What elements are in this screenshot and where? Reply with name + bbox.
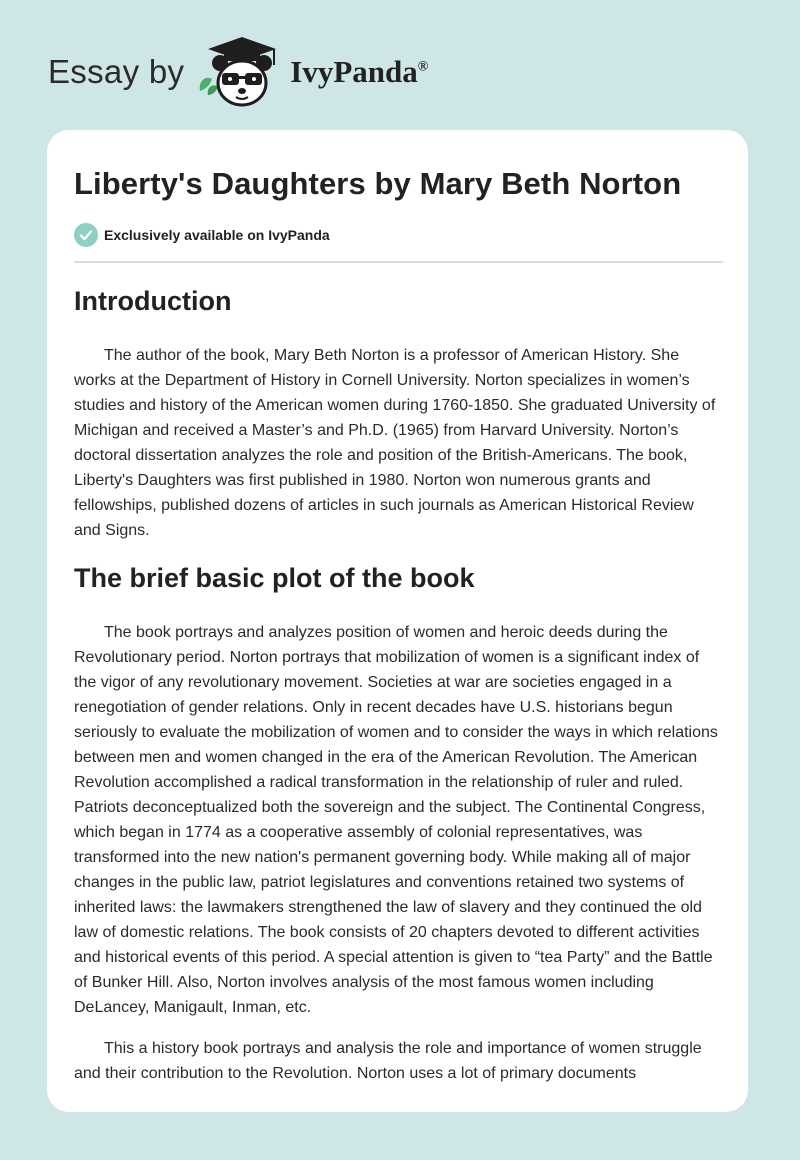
panda-logo-icon: [196, 35, 288, 109]
exclusive-badge: [74, 222, 330, 248]
section-heading-introduction: Introduction: [74, 286, 232, 316]
paragraph: The book portrays and analyzes position of women and heroic deeds during the Revolutionary period. Norton portrays that mobilization of women is a significant index of the vigor of any revolutionary movement. Societies at war are societies engaged in a renegotiation of gender relations. Only in recent decades have U.S. historians begun seriously to evaluate the mobilization of women and to consider the ways in which relations between men and women changed in the era of the American Revolution. The American Revolution accomplished a radical transformation in the relationship of ruler and ruled. Patriots deconceptualized both the sovereign and the subject. The Continental Congress, which began in 1774 as a cooperative assembly of colonial representatives, was transformed into the new nation's permanent governing body. While making all of major changes in the public law, patriot legislatures and conventions retained two systems of inherited laws: the lawmakers strengthened the law of slavery and they continued the old law of domestic relations. The book consists of 20 chapters devoted to different activities and historical events of this period. A special attention is given to “tea Party” and the Battle of Bunker Hill. Also, Norton involves analysis of the most famous women including DeLancey, Manigault, Inman, etc.: [74, 624, 718, 1016]
paragraph: The author of the book, Mary Beth Norton is a professor of American History. She works at the Department of History in Cornell University. Norton specializes in women’s studies and history of the American women during 1760-1850. She graduated University of Michigan and received a Master’s and Ph.D. (1965) from Harvard University. Norton’s doctoral dissertation analyzes the role and position of the British-Americans. The book, Liberty's Daughters was first published in 1980. Norton won numerous grants and fellowships, published dozens of articles in such journals as American Historical Review and Signs.: [74, 347, 716, 539]
section-heading-plot: The brief basic plot of the book: [74, 563, 475, 593]
check-icon: [74, 223, 98, 247]
paragraph: This a history book portrays and analysis the role and importance of women struggle and their contribution to the Revolution. Norton uses a lot of primary documents: [74, 1040, 702, 1082]
divider: [74, 261, 723, 263]
brand-header: [48, 36, 428, 108]
brand-name: IvyPanda®: [290, 54, 429, 89]
page-title: Liberty's Daughters by Mary Beth Norton: [74, 166, 682, 201]
brand-prefix: Essay by: [48, 53, 185, 90]
badge-label: Exclusively available on IvyPanda: [104, 227, 330, 243]
essay-card: [47, 130, 748, 1112]
